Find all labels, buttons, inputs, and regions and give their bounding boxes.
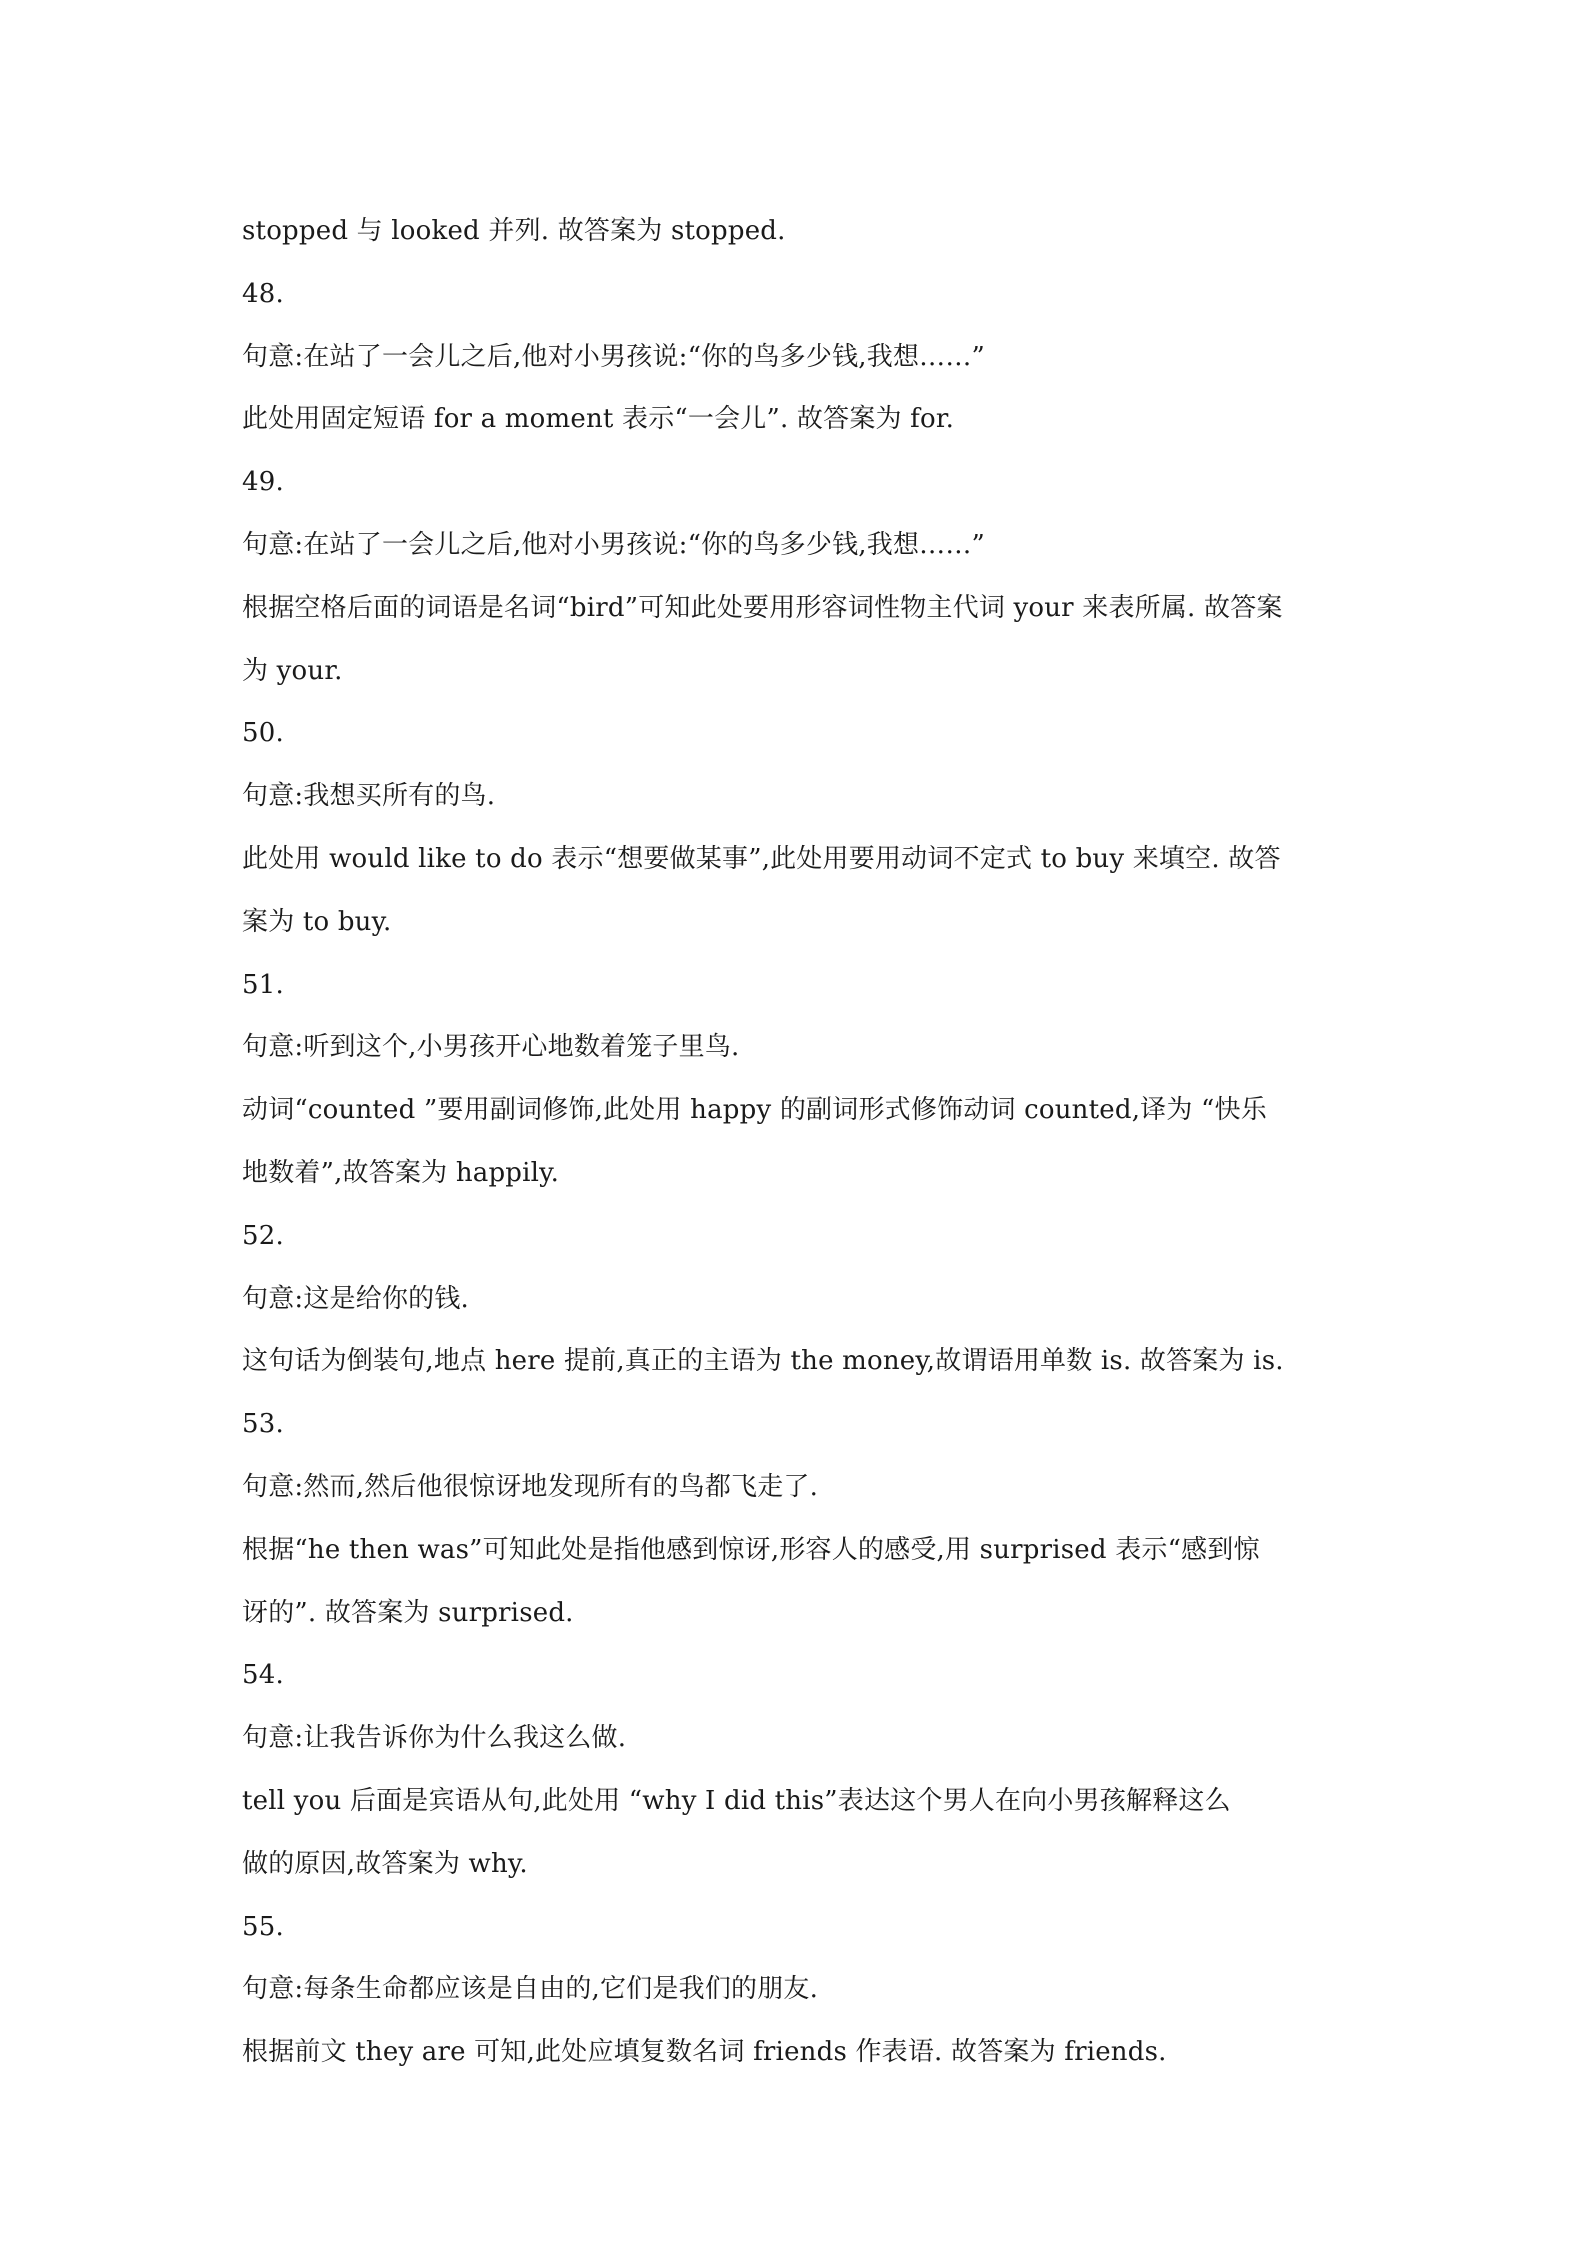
document-body xyxy=(242,200,1362,2084)
sentence-meaning: 句意:每条生命都应该是自由的,它们是我们的朋友. xyxy=(242,1974,819,2005)
sentence-meaning: 句意:听到这个,小男孩开心地数着笼子里鸟. xyxy=(242,1032,740,1063)
explanation-line: 动词“counted ”要用副词修饰,此处用 happy 的副词形式修饰动词 counted,译为 “快乐 xyxy=(242,1095,1267,1126)
explanation-line: 案为 to buy. xyxy=(242,906,392,937)
question-number: 51. xyxy=(242,969,284,1000)
explanation-line: 讶的”. 故答案为 surprised. xyxy=(242,1597,574,1628)
explanation-line: 为 your. xyxy=(242,655,343,686)
explanation-line: 此处用固定短语 for a moment 表示“一会儿”. 故答案为 for. xyxy=(242,404,955,435)
question-number: 54. xyxy=(242,1660,284,1691)
sentence-meaning: 句意:然而,然后他很惊讶地发现所有的鸟都飞走了. xyxy=(242,1471,819,1502)
explanation-line: 做的原因,故答案为 why. xyxy=(242,1848,528,1879)
question-number: 49. xyxy=(242,467,284,498)
question-number: 53. xyxy=(242,1409,284,1440)
sentence-meaning: 句意:这是给你的钱. xyxy=(242,1283,470,1314)
explanation-line: 根据空格后面的词语是名词“bird”可知此处要用形容词性物主代词 your 来表所属. 故答案 xyxy=(242,592,1283,623)
sentence-meaning: 句意:让我告诉你为什么我这么做. xyxy=(242,1723,627,1754)
explanation-line: 地数着”,故答案为 happily. xyxy=(242,1157,560,1188)
sentence-meaning: 句意:在站了一会儿之后,他对小男孩说:“你的鸟多少钱,我想……” xyxy=(242,529,986,560)
text-line: stopped 与 looked 并列. 故答案为 stopped. xyxy=(242,216,786,246)
question-number: 48. xyxy=(242,278,284,309)
explanation-line: 根据“he then was”可知此处是指他感到惊讶,形容人的感受,用 surprised 表示“感到惊 xyxy=(242,1534,1260,1565)
explanation-line: 此处用 would like to do 表示“想要做某事”,此处用要用动词不定式 to buy 来填空. 故答 xyxy=(242,843,1281,874)
explanation-line: 根据前文 they are 可知,此处应填复数名词 friends 作表语. 故答案为 friends. xyxy=(242,2037,1167,2068)
question-number: 50. xyxy=(242,718,284,749)
question-number: 55. xyxy=(242,1911,284,1942)
explanation-line: tell you 后面是宾语从句,此处用 “why I did this”表达这个男人在向小男孩解释这么 xyxy=(242,1785,1231,1816)
question-number: 52. xyxy=(242,1220,284,1251)
sentence-meaning: 句意:在站了一会儿之后,他对小男孩说:“你的鸟多少钱,我想……” xyxy=(242,341,986,372)
explanation-line: 这句话为倒装句,地点 here 提前,真正的主语为 the money,故谓语用单数 is. 故答案为 is. xyxy=(242,1346,1284,1377)
sentence-meaning: 句意:我想买所有的鸟. xyxy=(242,781,496,812)
